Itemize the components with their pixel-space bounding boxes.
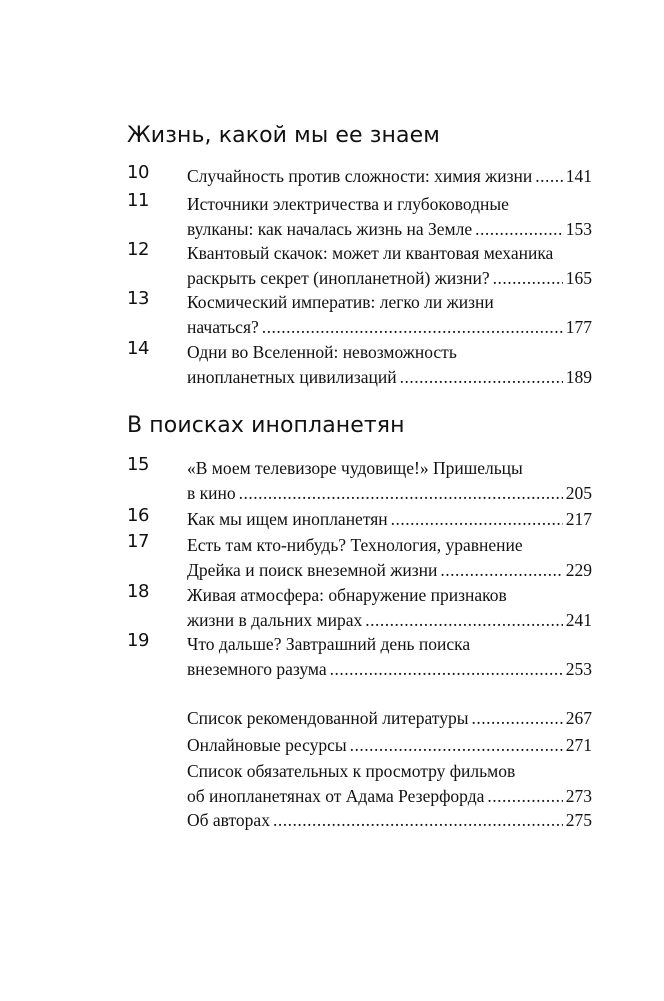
chapter-title-line: Одни во Вселенной: невозможность bbox=[187, 342, 457, 362]
chapter-title bbox=[187, 340, 592, 390]
leader-dots bbox=[365, 608, 563, 633]
leader-dots bbox=[330, 657, 563, 682]
chapter-number: 11 bbox=[127, 190, 149, 211]
leader-dots bbox=[273, 808, 563, 833]
chapter-title-line: Как мы ищем инопланетян bbox=[187, 509, 388, 529]
chapter-title-line: Живая атмосфера: обнаружение признаков bbox=[187, 585, 507, 605]
chapter-number: 16 bbox=[127, 505, 149, 526]
back-matter-line: об инопланетянах от Адама Резерфорда bbox=[187, 786, 485, 806]
page-number: 217 bbox=[565, 509, 592, 529]
back-matter-title bbox=[187, 706, 592, 731]
page-number: 273 bbox=[565, 786, 592, 806]
page-number: 271 bbox=[565, 735, 592, 755]
chapter-number: 18 bbox=[127, 581, 149, 602]
leader-dots bbox=[391, 507, 563, 532]
chapter-title bbox=[187, 533, 592, 583]
chapter-number: 13 bbox=[127, 288, 149, 309]
chapter-title bbox=[187, 290, 592, 340]
chapter-title-line: начаться? bbox=[187, 317, 259, 337]
chapter-number: 17 bbox=[127, 531, 149, 552]
leader-dots bbox=[493, 266, 563, 291]
leader-dots bbox=[475, 217, 563, 242]
page-number: 165 bbox=[565, 268, 592, 288]
back-matter-title bbox=[187, 759, 592, 809]
page-number: 241 bbox=[565, 610, 592, 630]
chapter-title-line: жизни в дальних мирах bbox=[187, 610, 363, 630]
chapter-title-line: «В моем телевизоре чудовище!» Пришельцы bbox=[187, 458, 523, 478]
leader-dots bbox=[350, 733, 563, 758]
section-title-2: В поисках инопланетян bbox=[127, 413, 405, 438]
chapter-number: 14 bbox=[127, 338, 149, 359]
page-number: 275 bbox=[565, 810, 592, 830]
leader-dots bbox=[400, 365, 563, 390]
page-number: 267 bbox=[565, 708, 592, 728]
back-matter-line: Список обязательных к просмотру фильмов bbox=[187, 761, 516, 781]
chapter-title-line: в кино bbox=[187, 483, 236, 503]
chapter-title bbox=[187, 456, 592, 506]
chapter-number: 15 bbox=[127, 454, 149, 475]
page-number: 229 bbox=[565, 560, 592, 580]
back-matter-line: Список рекомендованной литературы bbox=[187, 708, 469, 728]
chapter-title bbox=[187, 192, 592, 242]
chapter-title-line: вулканы: как началась жизнь на Земле bbox=[187, 219, 473, 239]
page-number: 205 bbox=[565, 483, 592, 503]
chapter-title-line: раскрыть секрет (инопланетной) жизни? bbox=[187, 268, 490, 288]
chapter-title-line: внеземного разума bbox=[187, 659, 327, 679]
chapter-title bbox=[187, 507, 592, 532]
chapter-title bbox=[187, 241, 592, 291]
back-matter-line: Об авторах bbox=[187, 810, 270, 830]
chapter-title-line: Дрейка и поиск внеземной жизни bbox=[187, 560, 438, 580]
leader-dots bbox=[471, 706, 562, 731]
chapter-title bbox=[187, 164, 592, 189]
chapter-title bbox=[187, 632, 592, 682]
leader-dots bbox=[487, 784, 562, 809]
page-number: 189 bbox=[565, 367, 592, 387]
chapter-title-line: Источники электричества и глубоководные bbox=[187, 194, 509, 214]
chapter-number: 12 bbox=[127, 239, 149, 260]
chapter-title-line: Космический императив: легко ли жизни bbox=[187, 292, 494, 312]
chapter-title-line: Квантовый скачок: может ли квантовая механика bbox=[187, 243, 554, 263]
leader-dots bbox=[239, 481, 563, 506]
chapter-title bbox=[187, 583, 592, 633]
chapter-title-line: Что дальше? Завтрашний день поиска bbox=[187, 634, 471, 654]
section-title-1: Жизнь, какой мы ее знаем bbox=[127, 123, 440, 148]
chapter-title-line: Есть там кто-нибудь? Технология, уравнение bbox=[187, 535, 523, 555]
chapter-title-line: Случайность против сложности: химия жизни bbox=[187, 166, 533, 186]
back-matter-line: Онлайновые ресурсы bbox=[187, 735, 347, 755]
back-matter-title bbox=[187, 733, 592, 758]
chapter-title-line: инопланетных цивилизаций bbox=[187, 367, 397, 387]
leader-dots bbox=[262, 315, 563, 340]
back-matter-title bbox=[187, 808, 592, 833]
page-number: 153 bbox=[565, 219, 592, 239]
page-number: 141 bbox=[565, 166, 592, 186]
page-number: 177 bbox=[565, 317, 592, 337]
chapter-number: 10 bbox=[127, 162, 149, 183]
leader-dots bbox=[440, 558, 562, 583]
page-number: 253 bbox=[565, 659, 592, 679]
chapter-number: 19 bbox=[127, 630, 149, 651]
leader-dots bbox=[535, 164, 563, 189]
